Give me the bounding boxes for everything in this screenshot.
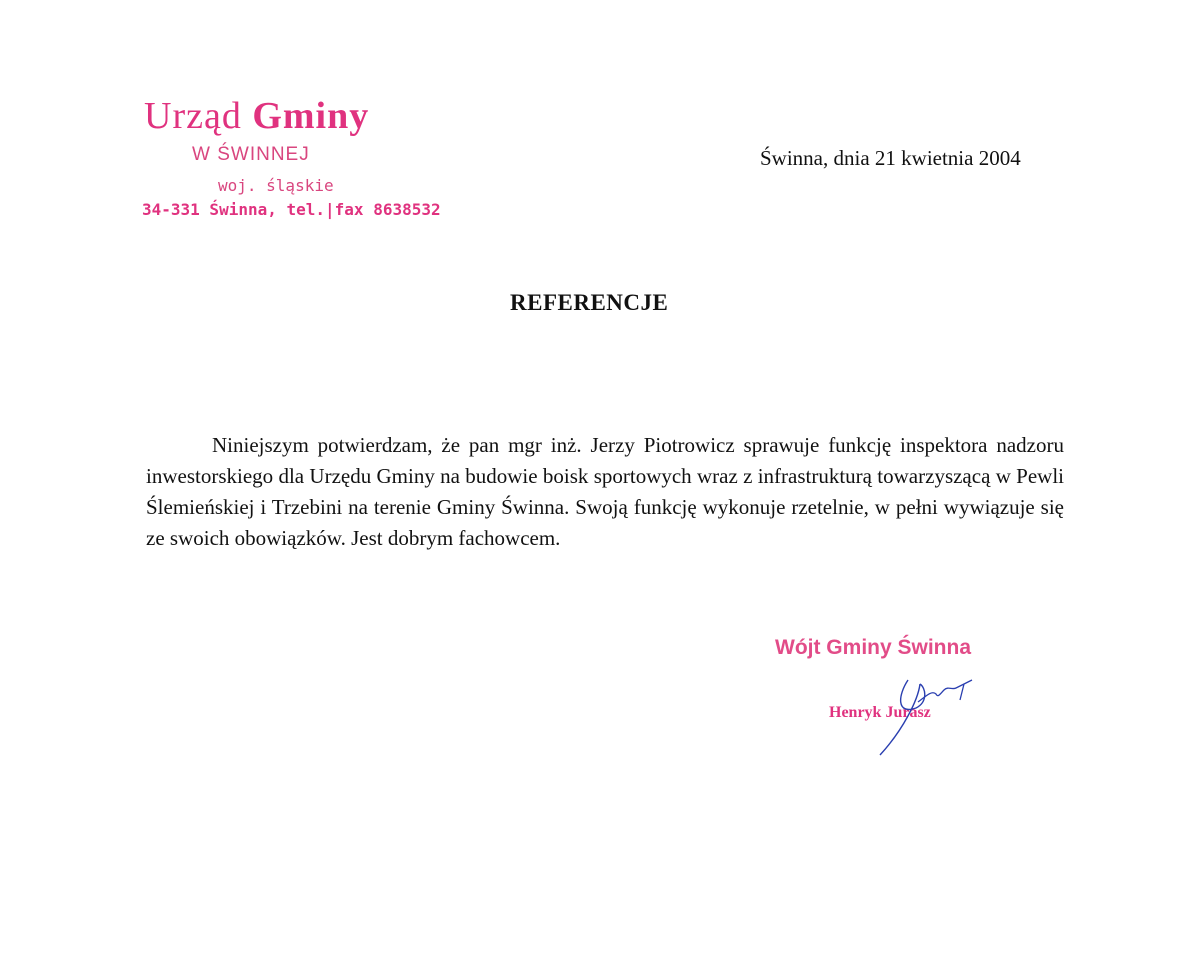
signature-name: Henryk Jurasz xyxy=(829,704,931,721)
signature-role: Wójt Gminy Świnna xyxy=(775,636,972,659)
signature-stroke-main xyxy=(880,680,925,755)
stamp-location: W ŚWINNEJ xyxy=(192,144,310,165)
document-date: Świnna, dnia 21 kwietnia 2004 xyxy=(760,146,1021,170)
handwritten-signature xyxy=(868,660,988,760)
document-title: REFERENCJE xyxy=(510,290,669,315)
signature-stroke-tail xyxy=(918,680,972,702)
document-body: Niniejszym potwierdzam, że pan mgr inż. Jerzy Piotrowicz sprawuje funkcję inspektora nadzoru inwestorskiego dla Urzędu Gminy na budowie boisk sportowych wraz z infrastrukturą towarzyszącą w Pewli Ślemieńskiej i Trzebini na terenie Gminy Świnna. Swoją funkcję wykonuje rzetelnie, w pełni wywiązuje się ze swoich obowiązków. Jest dobrym fachowcem. xyxy=(146,433,1064,550)
stamp-region: woj. śląskie xyxy=(218,176,334,195)
stamp-office-prefix: Urząd xyxy=(144,95,253,137)
office-stamp xyxy=(140,92,440,232)
stamp-address: 34-331 Świnna, tel.|fax 8638532 xyxy=(142,200,441,219)
stamp-office-name xyxy=(144,94,369,138)
stamp-office-strong: Gminy xyxy=(252,95,370,137)
